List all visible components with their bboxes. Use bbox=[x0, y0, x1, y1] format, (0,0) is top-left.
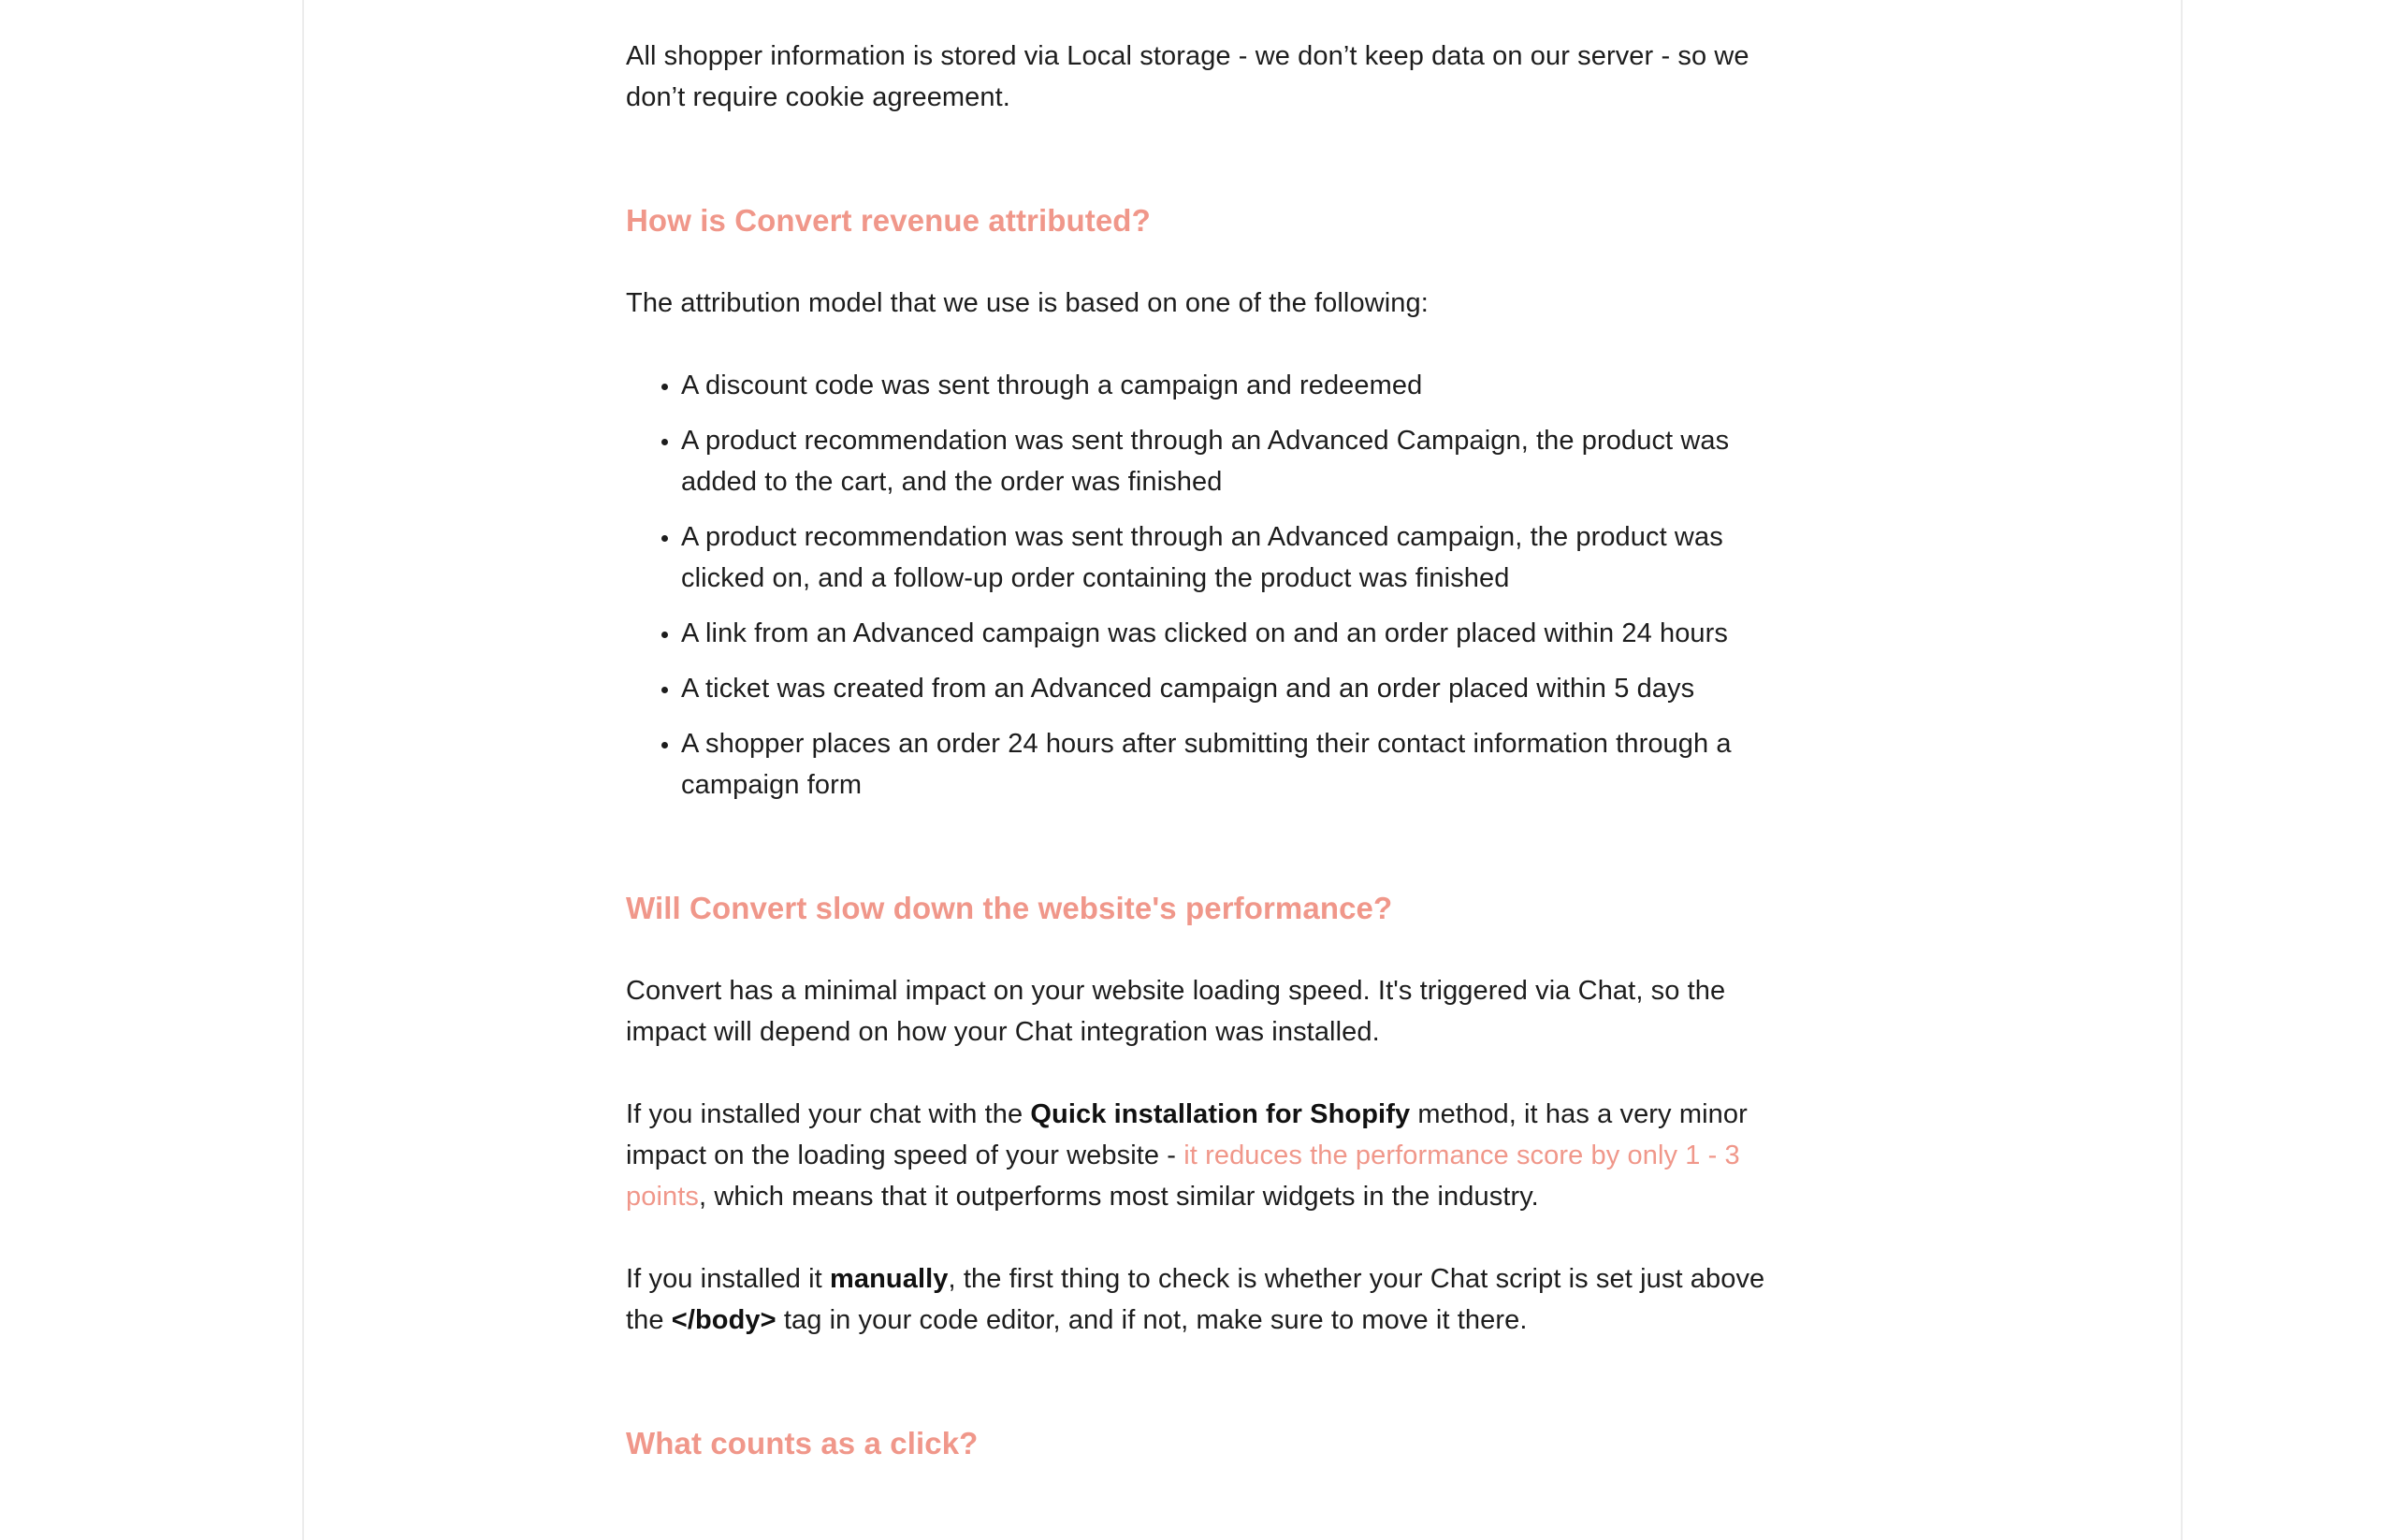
paragraph-text: method, it has a very minor impact on the loading speed of your website - bbox=[626, 1099, 1748, 1170]
bold-text: Quick installation for Shopify bbox=[1030, 1099, 1411, 1129]
list-item: • A product recommendation was sent through an Advanced campaign, the product was clicked on, and a follow-up order containing the product was finished bbox=[681, 516, 1805, 599]
performance-heading: Will Convert slow down the website's performance? bbox=[626, 891, 1393, 925]
performance-paragraph-1: Convert has a minimal impact on your website loading speed. It's triggered via Chat, so the impact will depend on how your Chat integration was installed. bbox=[626, 976, 1726, 1047]
performance-score-link[interactable]: it reduces the performance score by only 1 - 3 points bbox=[626, 1140, 1740, 1212]
list-item: • A ticket was created from an Advanced campaign and an order placed within 5 days bbox=[681, 668, 1805, 709]
list-item: • A shopper places an order 24 hours after submitting their contact information through a campaign form bbox=[681, 723, 1805, 806]
list-item: • A product recommendation was sent through an Advanced Campaign, the product was added to the cart, and the order was finished bbox=[681, 420, 1805, 502]
bold-text: manually bbox=[830, 1264, 949, 1294]
bold-code-text: </body> bbox=[671, 1305, 777, 1335]
performance-paragraph-2 bbox=[626, 1094, 1805, 1217]
list-item: • A link from an Advanced campaign was clicked on and an order placed within 24 hours bbox=[681, 613, 1805, 654]
attribution-intro: The attribution model that we use is based on one of the following: bbox=[626, 288, 1429, 318]
paragraph-text: If you installed it bbox=[626, 1264, 830, 1294]
list-item: • A discount code was sent through a campaign and redeemed bbox=[681, 365, 1805, 406]
attribution-heading: How is Convert revenue attributed? bbox=[626, 203, 1151, 238]
paragraph-text: , which means that it outperforms most similar widgets in the industry. bbox=[699, 1182, 1539, 1212]
attribution-list bbox=[626, 365, 1805, 806]
paragraph-text: If you installed your chat with the bbox=[626, 1099, 1031, 1129]
article-content bbox=[626, 36, 1805, 1464]
click-heading: What counts as a click? bbox=[626, 1426, 979, 1460]
paragraph-text: , the first thing to check is whether your Chat script is set just above the bbox=[626, 1264, 1765, 1335]
performance-paragraph-3 bbox=[626, 1258, 1805, 1341]
intro-paragraph: All shopper information is stored via Local storage - we don’t keep data on our server - so we don’t require cookie agreement. bbox=[626, 41, 1749, 112]
paragraph-text: tag in your code editor, and if not, make sure to move it there. bbox=[776, 1305, 1528, 1335]
